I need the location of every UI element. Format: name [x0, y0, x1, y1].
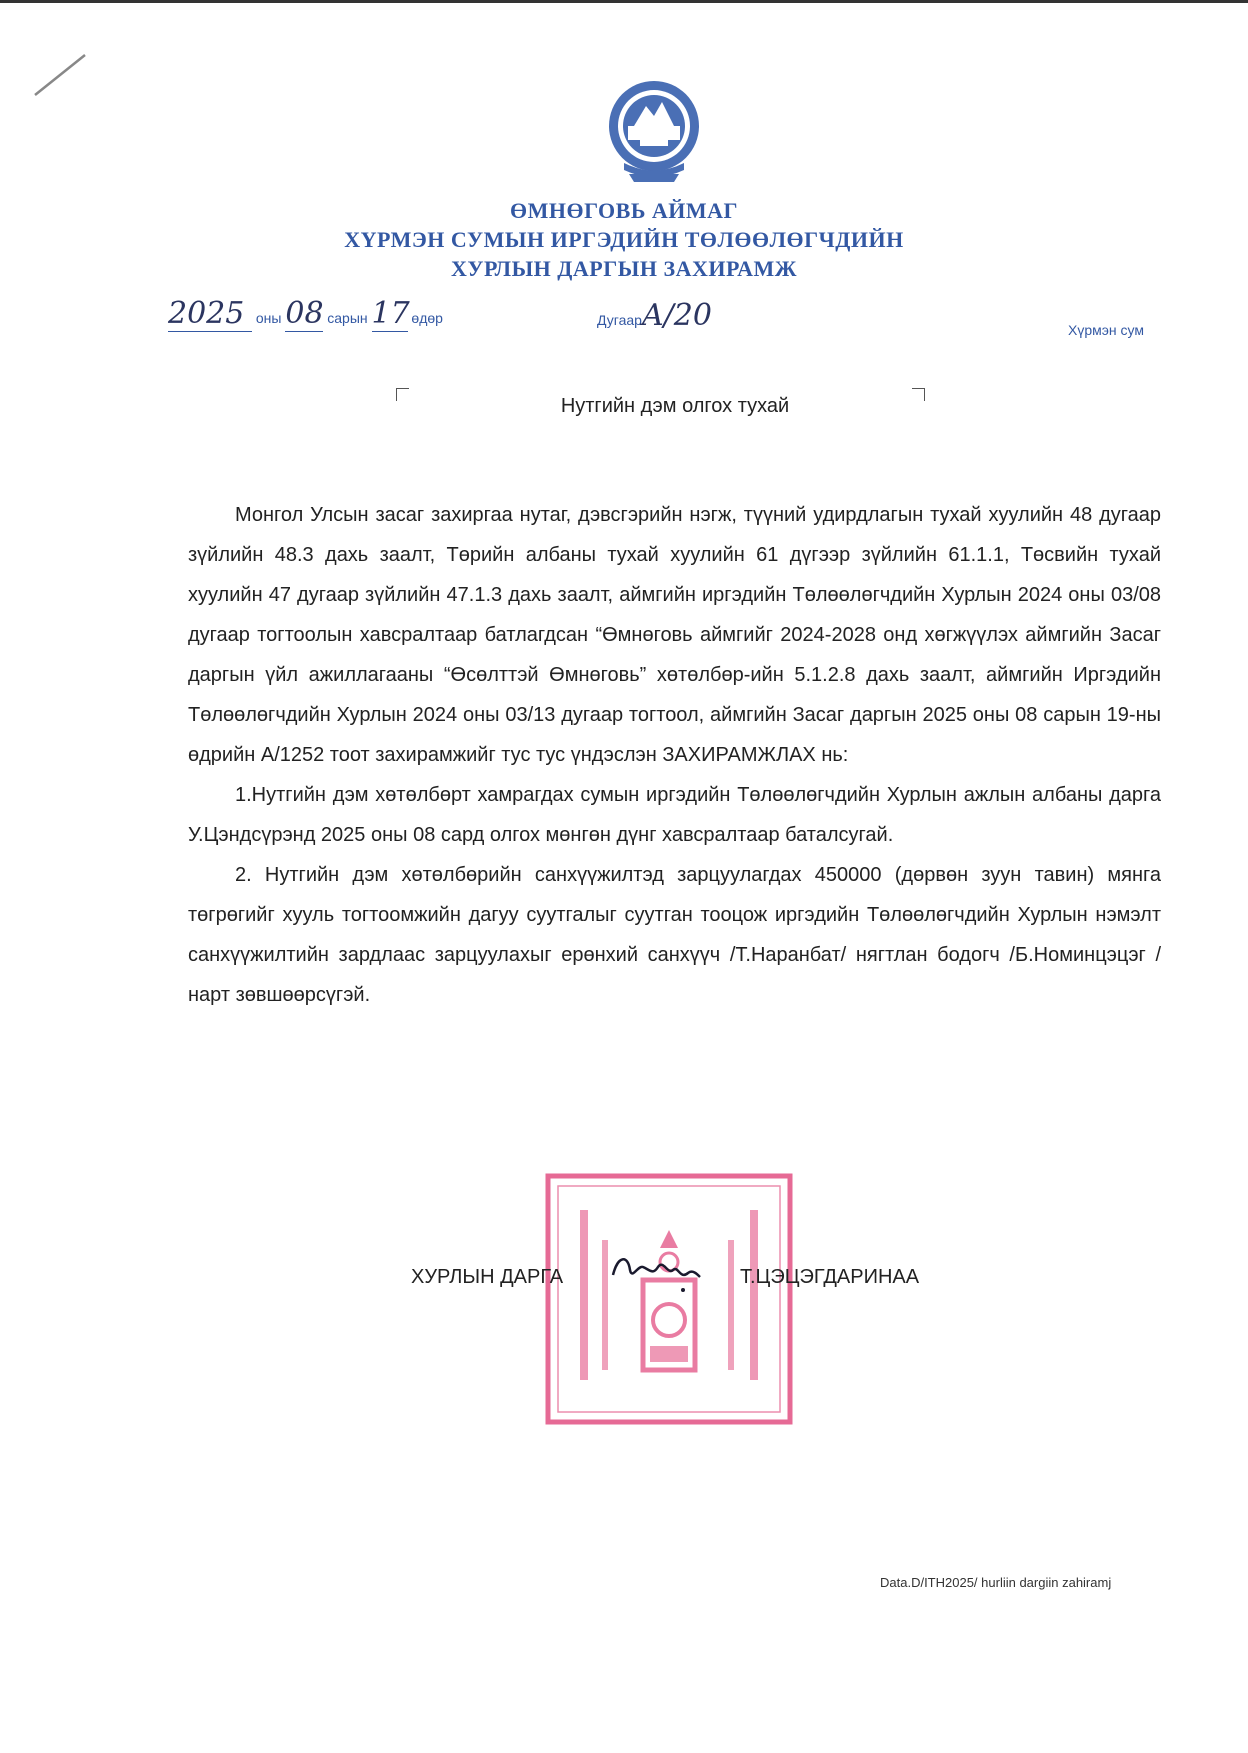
page-top-edge — [0, 0, 1248, 23]
document-title: Нутгийн дэм олгох тухай — [560, 395, 790, 417]
header-decree-type: ХУРЛЫН ДАРГЫН ЗАХИРАМЖ — [451, 256, 797, 281]
date-month-suffix: сарын — [327, 310, 368, 326]
date-month: 08 — [285, 296, 324, 331]
decree-number: A/20 — [641, 298, 712, 333]
decree-number-label: Дугаар — [597, 312, 642, 328]
header-council: ХҮРМЭН СУМЫН ИРГЭДИЙН ТӨЛӨӨЛӨГЧДИЙН — [344, 227, 904, 252]
date-year: 2025 — [168, 296, 252, 332]
date-field — [168, 296, 443, 332]
clause-2-paragraph: 2. Нутгийн дэм хөтөлбөрийн санхүүжилтэд зарцуулагдах 450000 (дөрвөн зуун тавин) мянга төгрөгийг хууль тогтоомжийн дагуу суутгалыг суутган тооцож иргэдийн Төлөөлөгчдийн Хурлын нэмэлт санхүүжилтийн зардлаас зарцуулахыг ерөнхий санхүүч /Т.Наранбат/ нягтлан бодогч /Б.Номинцэцэг / нарт зөвшөөрсүгэй. — [188, 864, 1161, 1006]
decree-body — [188, 495, 1161, 1015]
signatory-title: ХУРЛЫН ДАРГА — [411, 1266, 564, 1288]
header-aimag: ӨМНӨГОВЬ АЙМАГ — [509, 198, 739, 223]
date-year-suffix: оны — [255, 310, 282, 326]
decree-location: Хүрмэн сум — [1068, 322, 1144, 338]
date-day-suffix: өдөр — [411, 310, 443, 326]
state-emblem-icon — [604, 78, 704, 188]
official-seal-stamp — [540, 1170, 798, 1428]
file-reference: Data.D/ITH2025/ hurliin dargiin zahiramj — [880, 1575, 1112, 1590]
scan-mark — [30, 50, 90, 100]
clause-1-paragraph: 1.Нутгийн дэм хөтөлбөрт хамрагдах сумын иргэдийн Төлөөлөгчдийн Хурлын ажлын албаны дарга У.Цэндсүрэнд 2025 оны 08 сард олгох мөнгөн дүнг хавсралтаар баталсугай. — [188, 784, 1161, 846]
signatory-name: Т.ЦЭЦЭГДАРИНАА — [740, 1266, 920, 1288]
preamble-paragraph: Монгол Улсын засаг захиргаа нутаг, дэвсгэрийн нэгж, түүний удирдлагын тухай хуулийн 48 дугаар зүйлийн 48.3 дахь заалт, Төрийн албаны тухай хуулийн 61 дүгээр зүйлийн 61.1.1, Төсвийн тухай хуулийн 47 дугаар зүйлийн 47.1.3 дахь заалт, аймгийн иргэдийн Төлөөлөгчдийн Хурлын 2024 оны 03/08 дугаар тогтоолын хавсралтаар батлагдсан “Өмнөговь аймгийг 2024-2028 онд хөгжүүлэх аймгийн Засаг даргын үйл ажиллагааны “Өсөлттэй Өмнөговь” хөтөлбөр-ийн 5.1.2.8 дахь заалт, аймгийн Иргэдийн Төлөөлөгчдийн Хурлын 2024 оны 03/13 дугаар тогтоол, аймгийн Засаг даргын 2025 оны 08 сарын 19-ны өдрийн А/1252 тоот захирамжийг тус тус үндэслэн ЗАХИРАМЖЛАХ нь: — [188, 504, 1161, 766]
date-day: 17 — [371, 296, 410, 331]
handwritten-signature — [608, 1245, 708, 1295]
letterhead — [0, 196, 1248, 283]
decree-number-field — [597, 298, 712, 333]
